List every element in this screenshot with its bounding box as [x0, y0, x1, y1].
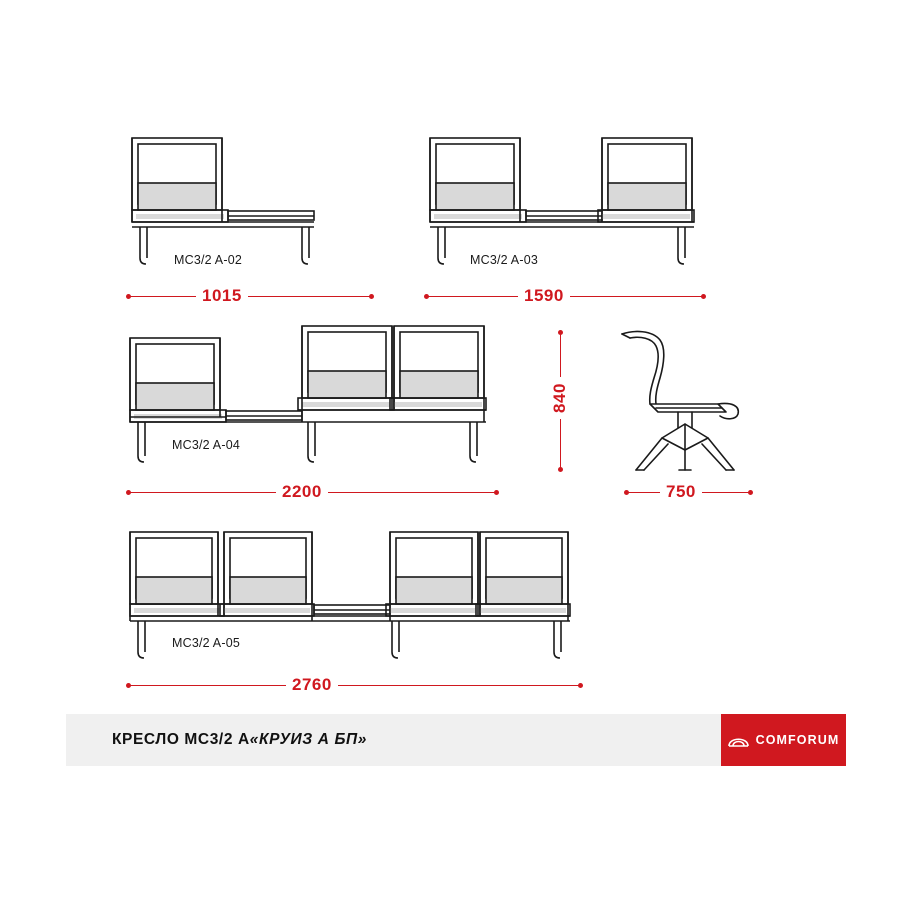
- label-code-bench-3: MC3/2 A-03: [470, 253, 539, 267]
- footer-title-prefix: КРЕСЛО МС3/2 А: [112, 731, 250, 748]
- dimension-750-text: 750: [660, 482, 702, 502]
- dimension-1015-text: 1015: [196, 286, 248, 306]
- drawing-bench-3: [420, 128, 705, 273]
- drawing-bench-5: [120, 518, 595, 668]
- label-code-bench-4: MC3/2 A-04: [172, 438, 241, 452]
- comforum-mark-icon: [728, 732, 750, 748]
- dimension-2760-text: 2760: [286, 675, 338, 695]
- dimension-840-text: 840: [544, 377, 576, 419]
- drawing-bench-4: [120, 318, 510, 473]
- footer-title: [112, 714, 367, 766]
- brand-logo: [721, 714, 846, 766]
- label-code-bench-2: MC3/2 A-02: [174, 253, 243, 267]
- brand-logo-text: COMFORUM: [755, 733, 840, 747]
- bench-3-svg: [420, 128, 705, 273]
- dimension-2200-text: 2200: [276, 482, 328, 502]
- drawing-side-view: [600, 320, 775, 475]
- label-code-bench-5: MC3/2 A-05: [172, 636, 241, 650]
- footer-title-model: «КРУИЗ А БП»: [249, 731, 368, 748]
- side-view-svg: [600, 320, 775, 475]
- dimension-1590-text: 1590: [518, 286, 570, 306]
- bench-2-svg: [120, 128, 350, 273]
- footer-bar: [66, 714, 846, 766]
- drawing-bench-2: [120, 128, 350, 273]
